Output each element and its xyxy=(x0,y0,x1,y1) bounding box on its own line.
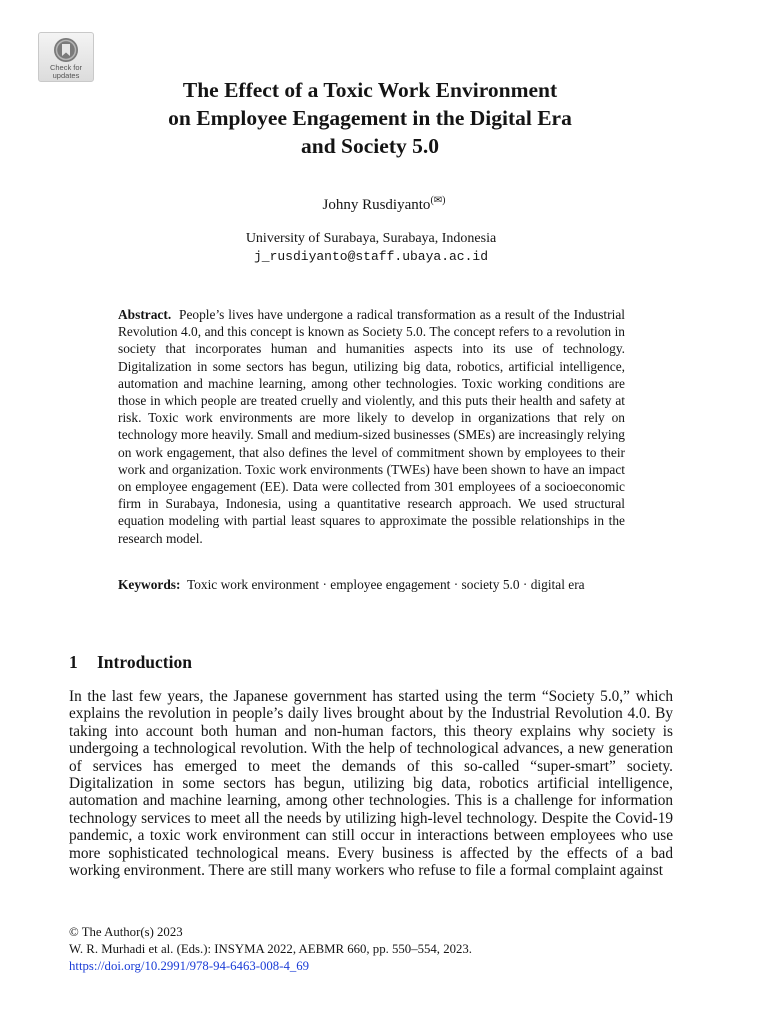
title-line: and Society 5.0 xyxy=(301,134,439,158)
badge-label: Check for updates xyxy=(49,63,83,80)
copyright: © The Author(s) 2023 xyxy=(69,925,183,939)
corresponding-author-mark: (✉) xyxy=(430,195,446,206)
keywords-text: Toxic work environment · employee engagement · society 5.0 · digital era xyxy=(186,577,585,592)
abstract xyxy=(118,306,625,547)
keywords-label: Keywords: xyxy=(118,577,181,592)
author-email[interactable]: j_rusdiyanto@staff.ubaya.ac.id xyxy=(253,249,489,264)
section-title: Introduction xyxy=(97,652,192,672)
abstract-text: People’s lives have undergone a radical transformation as a result of the Industrial Revolution 4.0, and this concept is known as Society 5.0. The concept refers to a revolution in society that incorporates human and humanities aspects into its use of technology. Digitalization in some sectors has begun, utilizing big data, robotics, artificial intelligence, automation and machine learning, among other technologies. Toxic working conditions are those in which people are treated cruelly and violently, and this puts their health and safety at risk. Toxic work environments are more likely to develop in organizations that rely on technology more heavily. Small and medium-sized businesses (SMEs) are increasingly relying on work engagement, that also defines the level of commitment shown by employees to their work and organization. Toxic work environments (TWEs) have been shown to have an impact on employee engagement (EE). Data were collected from 301 employees of a socioeconomic firm in Surabaya, Indonesia, using a quantitative research approach. We used structural equation modeling with partial least squares to approximate the possible relationships in the research model. xyxy=(118,307,626,546)
introduction-paragraph: In the last few years, the Japanese government has started using the term “Society 5.0,” which explains the revolution in people’s daily lives brought about by the Industrial Revolution 4.0. By taking into account both human and non-human factors, this theory explains why society is undergoing a technological revolution. With the help of technological advances, a new generation of services has emerged to meet the demands of this so-called “super-smart” society. Digitalization in some sectors has begun, utilizing big data, robotics artificial intelligence, automation and machine learning, among other technologies. This is a challenge for information technology services to meet all the needs by utilizing high-level technology. Despite the Covid-19 pandemic, a toxic work environment can still occur in interactions between employees who use more sophisticated technological means. Every business is affected by the effects of a bad working environment. There are still many workers who refuse to file a formal complaint against xyxy=(69,688,673,880)
author-name: Johny Rusdiyanto xyxy=(322,197,431,213)
author-line xyxy=(0,195,768,214)
affiliation-block xyxy=(0,230,742,266)
paper-title xyxy=(100,76,640,160)
title-line: The Effect of a Toxic Work Environment xyxy=(182,78,558,102)
affiliation: University of Surabaya, Surabaya, Indonesia xyxy=(245,231,497,246)
check-for-updates-badge[interactable] xyxy=(38,32,94,82)
citation: W. R. Murhadi et al. (Eds.): INSYMA 2022, AEBMR 660, pp. 550–554, 2023. xyxy=(69,942,472,956)
doi-link[interactable]: https://doi.org/10.2991/978-94-6463-008-4_69 xyxy=(69,959,310,973)
abstract-label: Abstract. xyxy=(118,307,172,322)
section-heading xyxy=(69,652,192,673)
footer xyxy=(69,924,673,975)
section-number: 1 xyxy=(69,652,78,672)
bookmark-ribbon-icon xyxy=(53,37,79,63)
title-line: on Employee Engagement in the Digital Era xyxy=(168,106,572,130)
keywords xyxy=(118,576,625,593)
